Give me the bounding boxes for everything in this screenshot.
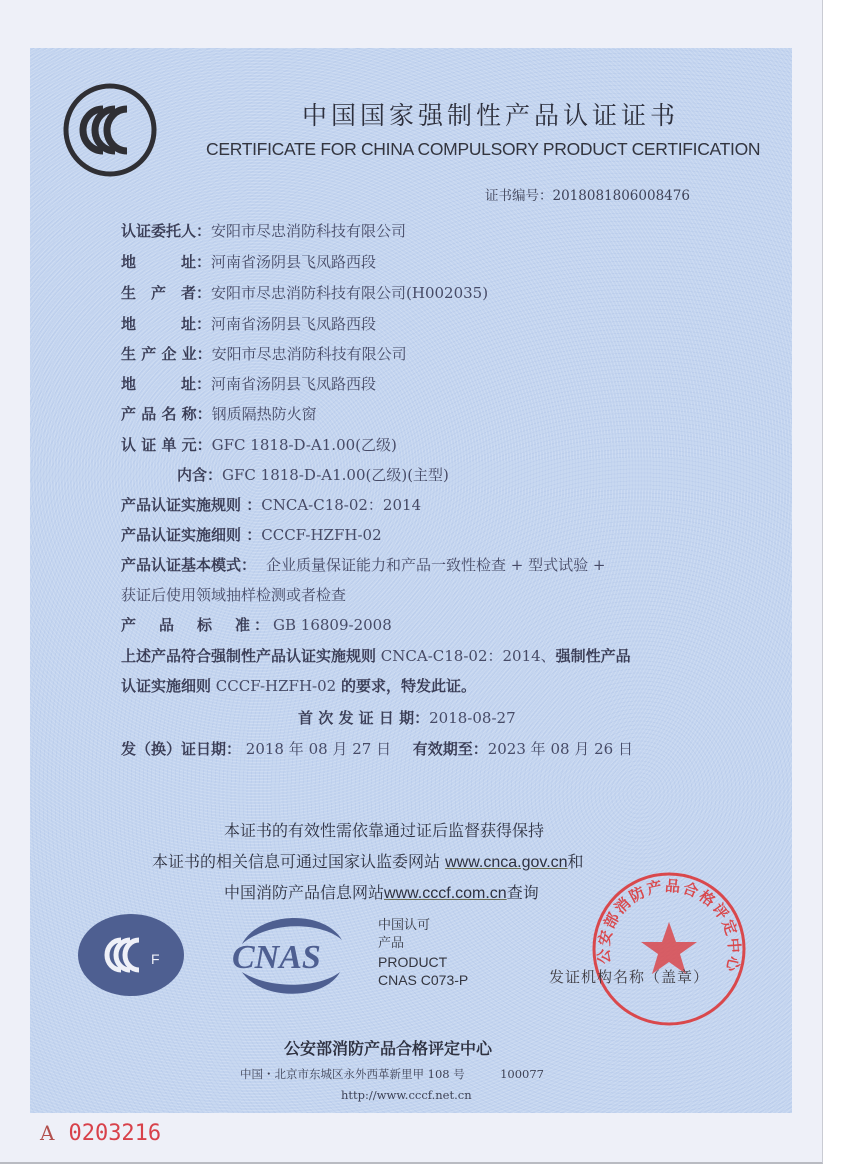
field-applicant: 认证委托人：安阳市尽忠消防科技有限公司 xyxy=(121,222,407,240)
info-notice-line1: 本证书的相关信息可通过国家认监委网站 www.cnca.gov.cn和 xyxy=(152,852,584,871)
cccf-mark-icon xyxy=(78,914,184,996)
issuer-website[interactable]: http://www.cccf.net.cn xyxy=(341,1088,472,1102)
field-manufacturer-address: 地 址：河南省汤阴县飞凤路西段 xyxy=(121,315,377,333)
conformity-statement-line1: 上述产品符合强制性产品认证实施规则 CNCA-C18-02：2014、强制性产品 xyxy=(121,647,631,665)
certificate-number xyxy=(485,184,690,204)
field-product-standard: 产 品 标 准：GB 16809-2008 xyxy=(121,616,392,634)
field-cert-mode-cont: 获证后使用领域抽样检测或者检查 xyxy=(121,586,347,604)
svg-text:F: F xyxy=(151,951,160,967)
field-implementation-rule: 产品认证实施规则 ：CNCA-C18-02：2014 xyxy=(121,496,422,514)
info-notice-line2: 中国消防产品信息网站www.cccf.com.cn查询 xyxy=(224,883,539,902)
cert-no-label: 证书编号： xyxy=(485,188,553,204)
svg-text:CNAS: CNAS xyxy=(232,939,321,976)
certificate-title-en: CERTIFICATE FOR CHINA COMPULSORY PRODUCT CERTIFICATION xyxy=(206,139,761,159)
official-seal-stamp xyxy=(590,870,748,1028)
serial-number: A 0203216 xyxy=(40,1121,162,1146)
validity-notice: 本证书的有效性需依靠通过证后监督获得保持 xyxy=(224,821,545,840)
cccf-link[interactable]: www.cccf.com.cn xyxy=(384,885,507,902)
certificate-title-cn: 中国国家强制性产品认证证书 xyxy=(302,101,680,130)
conformity-statement-line2: 认证实施细则 CCCF-HZFH-02 的要求，特发此证。 xyxy=(121,677,476,695)
issuer-address: 中国・北京市东城区永外西革新里甲 108 号 100077 xyxy=(240,1067,544,1081)
field-implementation-detail: 产品认证实施细则 ：CCCF-HZFH-02 xyxy=(121,526,382,544)
cert-no-value: 2018081806008476 xyxy=(552,188,690,204)
postcode: 100077 xyxy=(500,1067,544,1081)
issue-validity-dates: 发（换）证日期： 2018 年 08 月 27 日 有效期至：2023 年 08 月 26 日 xyxy=(121,740,634,758)
issuer-seal-note: 发证机构名称（盖章） xyxy=(549,968,710,986)
field-includes: 内含：GFC 1818-D-A1.00(乙级)(主型) xyxy=(177,466,449,484)
cnca-link[interactable]: www.cnca.gov.cn xyxy=(445,854,568,871)
issuer-organization: 公安部消防产品合格评定中心 xyxy=(284,1039,493,1058)
first-issue-date: 首 次 发 证 日 期：2018-08-27 xyxy=(298,709,516,727)
cnas-accreditation-text: 中国认可 产品 PRODUCT CNAS C073-P xyxy=(378,918,469,988)
field-cert-mode: 产品认证基本模式： 企业质量保证能力和产品一致性检查 + 型式试验 + xyxy=(121,556,606,574)
field-manufacturer: 生 产 者：安阳市尽忠消防科技有限公司(H002035) xyxy=(121,284,489,302)
field-factory-address: 地 址：河南省汤阴县飞凤路西段 xyxy=(121,375,377,393)
svg-text:公安部消防产品合格评定中心: 公安部消防产品合格评定中心 xyxy=(594,876,744,976)
cnas-logo xyxy=(230,910,352,1000)
field-factory: 生 产 企 业：安阳市尽忠消防科技有限公司 xyxy=(121,345,407,363)
field-product-name: 产 品 名 称：钢质隔热防火窗 xyxy=(121,405,317,423)
ccc-mark-icon xyxy=(63,83,157,177)
field-applicant-address: 地 址：河南省汤阴县飞凤路西段 xyxy=(121,253,377,271)
field-cert-unit: 认 证 单 元：GFC 1818-D-A1.00(乙级) xyxy=(121,436,397,454)
cnas-mark-icon xyxy=(230,910,352,1000)
cccf-logo xyxy=(78,914,184,996)
